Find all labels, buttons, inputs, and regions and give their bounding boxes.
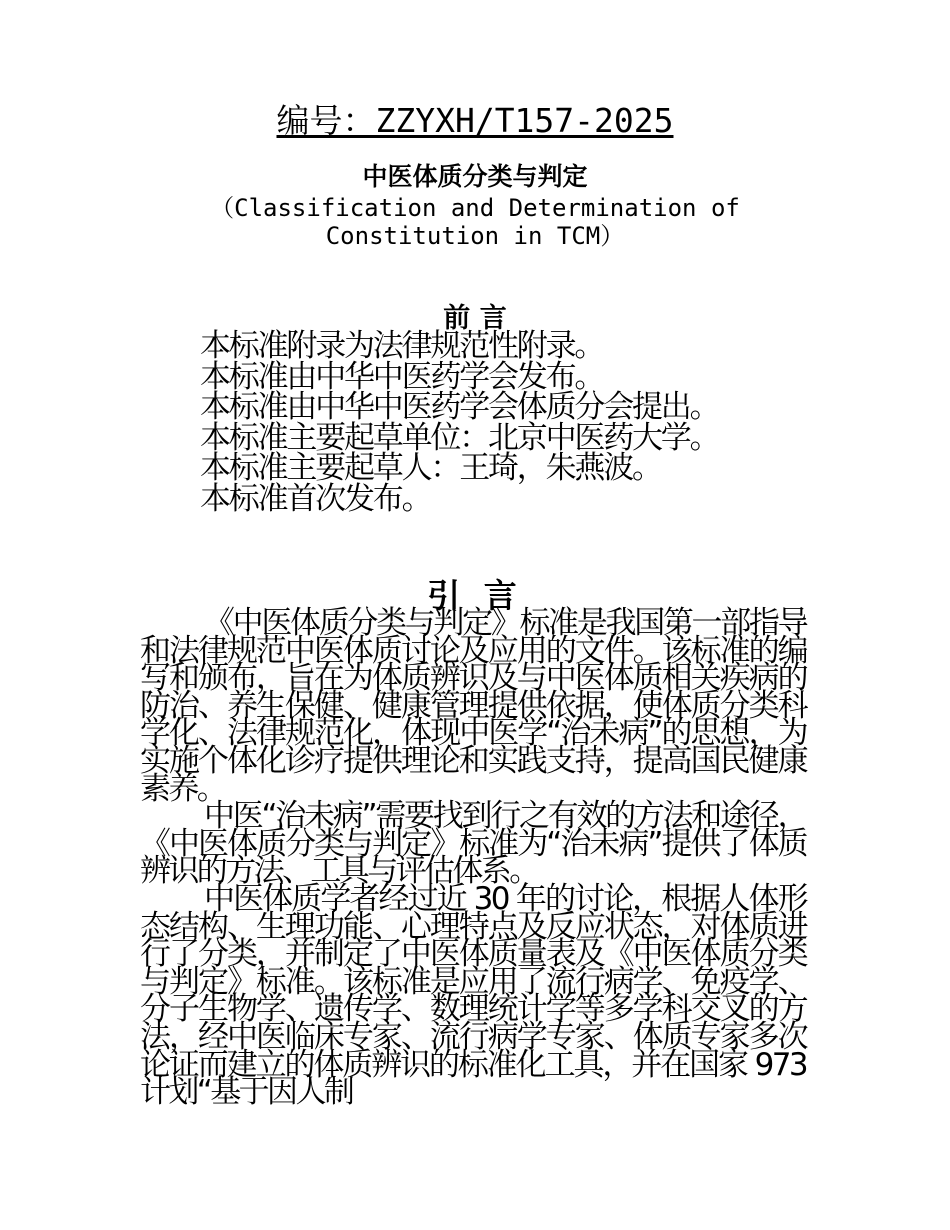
document-title-english: （Classification and Determination of Constitution in TCM） — [210, 194, 740, 250]
introduction-paragraph: 中医体质学者经过近 30 年的讨论，根据人体形态结构、生理功能、心理特点及反应状态，对体质进行了分类，并制定了中医体质量表及《中医体质分类与判定》标准。该标准是应用了流行病学、免疫学、分子生物学、遗传学、数理统计学等多学科交叉的方法，经中医临床专家、流行病学专家、体质专家多次论证而建立的体质辨识的标准化工具，并在国家 973 计划“基于因人制 — [140, 880, 806, 1111]
foreword-list — [200, 328, 840, 517]
introduction-paragraph: 《中医体质分类与判定》标准是我国第一部指导和法律规范中医体质讨论及应用的文件。该标准的编写和颁布，旨在为体质辨识及与中医体质相关疾病的防治、养生保健、健康管理提供依据，使体质分类科学化、法律规范化，体现中医学“治未病”的思想，为实施个体化诊疗提供理论和实践支持，提高国民健康素养。 — [140, 605, 806, 807]
introduction-body — [140, 605, 806, 1111]
foreword-heading: 前 言 — [443, 303, 507, 334]
foreword-line: 本标准由中华中医药学会体质分会提出。 — [200, 389, 719, 425]
foreword-line: 本标准由中华中医药学会发布。 — [200, 358, 604, 395]
introduction-paragraph: 中医“治未病”需要找到行之有效的方法和途径，《中医体质分类与判定》标准为“治未病”提供了体质辨识的方法、工具与评估体系。 — [140, 798, 806, 890]
foreword-line: 本标准首次发布。 — [200, 480, 431, 517]
document-title-chinese: 中医体质分类与判定 — [362, 162, 588, 191]
foreword-line: 本标准主要起草单位：北京中医药大学。 — [200, 419, 719, 456]
introduction-heading: 引 言 — [427, 576, 523, 615]
foreword-line: 本标准主要起草人：王琦，朱燕波。 — [200, 450, 661, 486]
foreword-line: 本标准附录为法律规范性附录。 — [200, 328, 604, 364]
document-number: 编号：ZZYXH/T157-2025 — [276, 101, 674, 140]
